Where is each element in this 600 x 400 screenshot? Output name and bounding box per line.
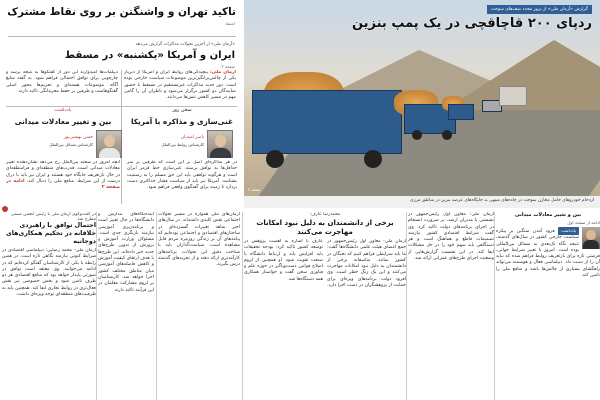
truck-wheel [364, 150, 382, 168]
truck-wheel [412, 130, 422, 140]
note-badge: یادداشت [558, 227, 579, 235]
author-2-name: حسن بهشتی‌پور [63, 135, 93, 140]
divider [6, 106, 237, 107]
column-education [98, 212, 154, 400]
vice-president-body: آرمان ملی: معاون اول رئیس‌جمهور در نشستی با مدیران ارشد، بر ضرورت انسجام در اجرای برنامه‌های دولت تاکید کرد. وی گفت شرایط اقتصادی کشور نیازمند تصمیمات قاطع و هماهنگ است و هر دستگاهی باید سهم خود را در حل مشکلات ایفا کند. در این نشست گزارش‌هایی از وضعیت اجرای طرح‌های عمرانی ارائه شد. [408, 212, 494, 262]
note-headline[interactable]: بین و تغییر معادلات میدانی [14, 117, 112, 126]
education-body: آینده‌نگاه‌های مدارس و دانشگاه‌ها در حال تغییر است و برنامه‌ریزی آموزشی نیازمند بازنگری جدی است. مسئولان وزارت آموزش و پرورش از تدوین طرح‌های جدید خبر داده‌اند. این طرح‌ها با هدف ارتقای کیفیت آموزش و کاهش فاصله‌های آموزشی میان مناطق مختلف کشور اجرا خواهد شد. کارشناسان بر لزوم مشارکت معلمان در این فرآیند تاکید دارند. [98, 212, 154, 293]
left-top-section [0, 0, 243, 208]
story-column-right [124, 70, 236, 108]
note-kicker: یادداشت [54, 108, 72, 113]
truck-wheel [442, 130, 452, 140]
pickup-truck [448, 104, 474, 120]
column-vice-president [408, 212, 494, 400]
headline-2-source: صفحه ۳ [221, 64, 235, 69]
note-title[interactable]: بین و تغییر معادلات میدانی [514, 212, 582, 218]
divider [8, 36, 236, 37]
column-note [496, 212, 600, 400]
interview-kicker: در گفت‌وگوی آرمان ملی با رئیس انجمن صنفی مطرح شد [10, 212, 96, 222]
author-1-photo [207, 130, 233, 158]
column-divider [242, 212, 243, 400]
author-2-photo [96, 130, 122, 158]
headline-iran-america-muscat[interactable]: ایران و آمریکا «یکشنبه» در مسقط [64, 50, 235, 61]
aref-body-right: آرمان ملی- معاون اول رئیس‌جمهور در جمع اعضای هیئت علمی دانشگاه‌ها گفت: ما باید شرایطی فراهم کنیم که نخبگان در کشور بمانند. متاسفانه برخی از دانشمندان به دلیل نبود امکانات مهاجرت می‌کنند و این یک زنگ خطر است. وی افزود دولت برنامه‌های ویژه‌ای برای حمایت از پژوهشگران در دست اجرا دارد. [327, 239, 406, 289]
photo-kicker-badge: گزارش «آرمان ملی» از بروز مجدد صف‌های سوخت [487, 5, 592, 14]
editorial-body: در هر مذاکره‌ای اصل بر این است که طرفین بر سر حداقل‌ها به توافق برسند. غنی‌سازی خط قرمز ایران است و هرگونه توافقی باید این حق مسلم را به رسمیت بشناسد. آمریکا نیز باید از سیاست فشار حداکثری دست بردارد تا زمینه برای گفتگوی واقعی فراهم شود. [127, 160, 237, 191]
note-body-text: فرود آمدن سنگین بر پیکره سیاست خارجی کشور در سال‌های گذشته، نتیجه نگاه تک‌بعدی به مسائل بین‌المللی بوده است. امروز با تغییر شرایط جهانی، فرصتی تازه برای بازتعریف روابط فراهم شده که نباید آن را از دست داد. دیپلماسی فعال و هوشمند می‌تواند راهگشای بسیاری از چالش‌ها باشد و منافع ملی را تامین کند. [496, 229, 600, 279]
headline-1-source: اعتماد [224, 21, 235, 26]
note-author-photo [582, 227, 600, 249]
main-headline-fuel-smuggling[interactable]: ردپای ۲۰۰ قاچاقچی در یک پمپ بنزین [351, 16, 592, 31]
column-divider [96, 212, 97, 400]
truck-wheel [266, 150, 284, 168]
author-2-role: کارشناس مسائل بین‌الملل [49, 142, 93, 147]
column-social [158, 212, 240, 400]
column-aref [244, 212, 406, 400]
distant-truck [499, 86, 527, 106]
editorial-kicker: سخن روز [172, 108, 192, 113]
interview-headline[interactable]: احتمال توافق با راهبردی خلاقانه در تحکیم همکاری‌های دوجانبه [5, 222, 96, 245]
interview-body: آرمان ملی- محمد رضایی: دیپلماسی اقتصادی در شرایط کنونی نیازمند نگاهی تازه است. در همین رابطه با یکی از کارشناسان گفتگو کرده‌ایم که در ادامه می‌خوانید. وی معتقد است توافق در صورتی پایدار خواهد بود که منافع اقتصادی هر دو طرف تامین شود و بخش خصوصی نیز نقش فعال‌تری در روابط تجاری ایفا کند. همچنین باید به ظرفیت‌های منطقه‌ای توجه ویژه‌ای داشت. [2, 248, 96, 298]
aref-headline[interactable]: برخی از دانشمندان به دلیل نبود امکانات مهاجرت می‌کنند [256, 219, 394, 236]
note-body [496, 227, 600, 279]
story-text-right: پیچیدگی‌های روابط ایران و آمریکا از دیرباز یکی از چالش‌برانگیزترین موضوعات سیاست خارجی بوده است. دور جدید مذاکرات غیرمستقیم در مسقط با حضور نمایندگان دو کشور برگزار می‌شود و ناظران آن را گامی مهم در مسیر کاهش تنش‌ها می‌دانند. [124, 70, 236, 101]
story-column-left: دیپلمات‌ها امیدوارند این دور از گفتگوها به نتیجه برسد و چارچوبی برای توافق احتمالی فراهم شود. به گفته منابع آگاه، موضوعات هسته‌ای و تحریم‌ها محور اصلی گفتگوهاست و طرفین بر حفظ محرمانگی تاکید دارند. [6, 70, 118, 94]
column-divider [494, 212, 495, 400]
author-1-name: ناصر امیدیان [180, 135, 204, 140]
note-body [6, 160, 120, 204]
editorial-headline[interactable]: غنی‌سازی و مذاکره با آمریکا [131, 117, 233, 126]
note-body-text: آنچه امروز در صحنه بین‌الملل رخ می‌دهد نشان‌دهنده تغییر معادلات میدانی است. قدرت‌های منطقه‌ای و فرامنطقه‌ای در حال بازتعریف جایگاه خود هستند و ایران نیز باید با درک درست از این شرایط، منافع ملی را دنبال کند. [6, 160, 120, 184]
headline-2-kicker: «آرمان ملی» از آخرین تحولات مذاکرات گزارش می‌دهد [135, 42, 235, 47]
note-continued: ادامه از صفحه اول [567, 220, 600, 225]
column-divider [406, 212, 407, 400]
column-divider [156, 212, 157, 400]
aref-kicker: محمدرضا عارف: [309, 212, 341, 217]
continued-label[interactable]: ادامه در صفحه ۲ [6, 178, 120, 191]
author-1-role: کارشناس روابط بین‌الملل [161, 142, 204, 147]
lead-photo[interactable] [244, 0, 600, 196]
lead-label: آرمان ملی: [209, 70, 236, 75]
headline-tehran-washington[interactable]: تاکید تهران و واشنگتن بر روی نقاط مشترک [7, 6, 236, 18]
aref-body-left: عارف با اشاره به اهمیت پژوهش در توسعه کشور تاکید کرد: بودجه تحقیقات باید افزایش یابد و ارتباط دانشگاه با صنعت تقویت شود. او همچنین از لزوم اصلاح قوانین دست‌وپاگیر در حوزه علم و فناوری سخن گفت و خواستار همکاری همه دستگاه‌ها شد. [244, 239, 323, 282]
aref-body-columns [244, 239, 406, 289]
photo-caption: ازدحام خودروهای حامل مخازن سوخت در جاده‌های منتهی به جایگاه‌های عرضه بنزین در مناطق مرزی [244, 196, 600, 208]
photo-page-ref: صفحه ۴ [248, 188, 261, 192]
column-interview [2, 212, 96, 400]
social-body: آرمان‌های ملی همواره در مسیر تحولات اجتماعی نقش کلیدی داشته‌اند. در سال‌های اخیر شاهد تغییرات گسترده‌ای در ساختارهای اقتصادی و اجتماعی بوده‌ایم که پیامدهای آن بر زندگی روزمره مردم قابل مشاهده است. سیاست‌گذاران باید با شناخت دقیق این تحولات، برنامه‌های کارآمدتری ارائه دهند و از تجربه‌های گذشته درس بگیرند. [158, 212, 240, 268]
pickup-truck [252, 90, 402, 154]
